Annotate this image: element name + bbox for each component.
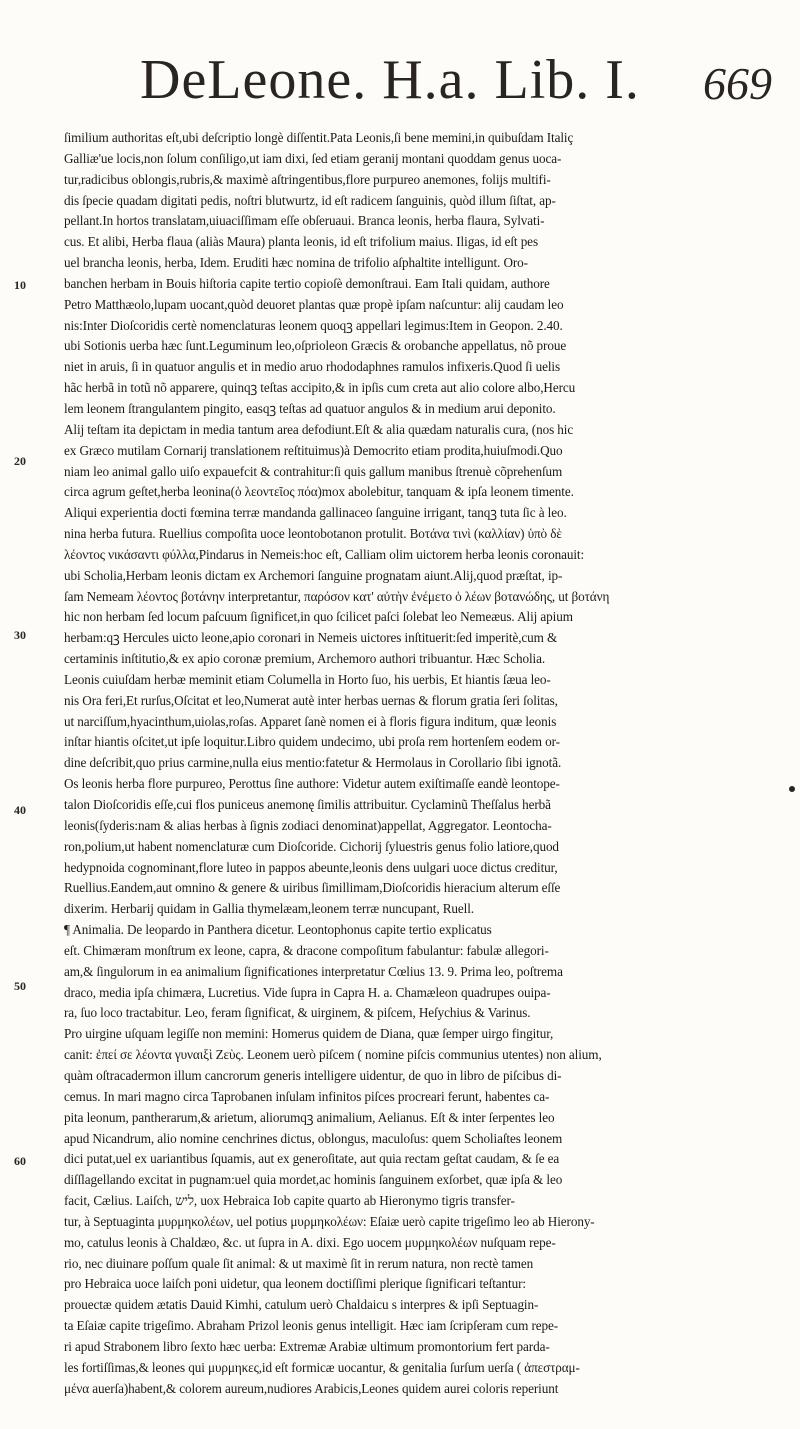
page-number: 669	[703, 58, 772, 109]
text-line: hic non herbam ſed locum paſcuum ſignificet,in quo ſcilicet paſci ſolebat leo Nemeæus. Alij apium	[64, 609, 573, 625]
text-line: niam leo animal gallo uiſo expauefcit & contrahitur:ſi quis gallum manibus ſtrenuè cõprehenſum	[64, 463, 563, 479]
margin-line-number: 20	[14, 454, 26, 468]
text-line: tur,radicibus oblongis,rubris,& maximè aſtringentibus,flore purpureo anemones, folijs multifi-	[64, 171, 551, 187]
margin-dot	[789, 786, 795, 792]
text-line: niet in aruis, ſi in quatuor angulis et in medio aruo rhododaphnes ramulos infixeris.Quod ſi uelis	[64, 359, 561, 375]
margin-line-number: 60	[14, 1154, 26, 1168]
text-line: ubi Sotionis uerba hæc ſunt.Leguminum leo,oſprioleon Græcis & orobanche appellatus, nõ proue	[64, 338, 567, 354]
text-line: hãc herbã in totũ nõ apparere, quinqꝫ teſtas accipito,& in ipſis cum creta aut alio colore albo,Hercu	[64, 380, 576, 396]
text-line: lem leonem ſtrangulantem pingito, easqꝫ teſtas ad quatuor angulos & in medium arui deponito.	[64, 400, 556, 416]
text-line: dis ſpecie quadam digitati pedis, noſtri blutwurtz, id eſt radicem ſanguinis, quòd illum ſiſtat, ap-	[64, 192, 556, 208]
text-line: tur, à Septuaginta μυρμηκολέων, uel potius μυρμηκολέων: Eſaiæ uerò capite trigeſimo leo ab Hierony-	[64, 1213, 595, 1229]
main-text	[64, 128, 782, 1399]
text-line: facit, Cælius. Laiſch, ליש, uox Hebraica Iob capite quarto ab Hieronymo tigris transfer-	[64, 1193, 515, 1209]
running-head-title: DeLeone. H.a. Lib. I.	[140, 49, 640, 111]
text-line: hedypnoida cognominant,flore luteo in pappos abeunte,leonis dens uulgari uoce dictus creditur,	[64, 859, 558, 875]
margin-line-number: 50	[14, 979, 26, 993]
text-line: ſimilium authoritas eſt,ubi deſcriptio longè diſſentit.Pata Leonis,ſi bene memini,in quibuſdam Italiç	[64, 130, 574, 145]
text-line: quàm oſtracadermon illum cancrorum generis intelligere uidentur, de quo in libro de piſcibus di-	[64, 1067, 562, 1083]
text-line: nina herba futura. Ruellius compoſita uoce leontobotanon protulit. Βοτάνα τινὶ (καλλίαν) ὑπὸ δὲ	[64, 526, 562, 542]
text-line: μένα auerſa)habent,& colorem aureum,nudiores Arabicis,Leones quidem aurei coloris reperiunt	[64, 1380, 559, 1396]
margin-line-number: 10	[14, 278, 26, 292]
text-line: canit: ἐπεί σε λέοντα γυναιξὶ Ζεὺς. Leonem uerò piſcem ( nomine piſcis communius utentes) non alium,	[64, 1047, 602, 1063]
text-line: pellant.In hortos translatam,uiuaciſſimam eſſe obſeruaui. Branca leonis, herba flaura, Sylvati-	[64, 213, 545, 229]
text-line: Aliqui experientia docti fœmina terræ mandanda gallinaceo ſanguine irrigant, tanqꝫ tuta ſic à leo.	[64, 505, 567, 521]
text-line: λέοντος νικάσαντι φύλλα,Pindarus in Nemeis:hoc eſt, Calliam olim uictorem herba leonis coronauit:	[64, 546, 585, 562]
text-line: inſtar hiantis oſcitet,ut ipſe loquitur.Libro quidem undecimo, ubi proſa rem hortenſem eodem or-	[64, 734, 560, 750]
text-line: pita leonum, pantherarum,& arietum, aliorumqꝫ animalium, Aelianus. Eſt & inter ſerpentes leo	[64, 1109, 555, 1125]
text-line: leonis(ſyderis:nam & alias herbas à ſignis zodiaci denominat)appellat, Aggregator. Leontocha-	[64, 817, 552, 833]
text-line: dici putat,uel ex uariantibus ſquamis, aut ex generoſitate, aut quia rectam geſtat caudam, & ſe ea	[64, 1151, 560, 1167]
text-line: Os leonis herba flore purpureo, Perottus ſine authore: Videtur autem exiſtimaſſe eandè leontope-	[64, 776, 560, 792]
text-line: dine deſcribit,quo prius carmine,nulla eius mentio:fatetur & Hermolaus in Corollario ſibi ignotã.	[64, 755, 562, 771]
text-line: eſt. Chimæram monſtrum ex leone, capra, & dracone compoſitum fabulantur: fabulæ allegori-	[64, 942, 549, 958]
text-line: Ruellius.Eandem,aut omnino & genere & uiribus ſimillimam,Dioſcoridis hieracium alterum eſſe	[64, 880, 561, 896]
text-line: nis:Inter Dioſcoridis certè nomenclaturas leonem quoqꝫ appellari legimus:Item in Geopon. 2.40.	[64, 317, 563, 333]
text-line: dixerim. Herbarij quidam in Gallia thymelæam,leonem terræ nuncupant, Ruell.	[64, 901, 474, 917]
text-line: ri apud Strabonem libro ſexto hæc uerba: Extremæ Arabiæ ultimum promontorium fert parda-	[64, 1338, 550, 1354]
text-line: prouectæ quidem ætatis Dauid Kimhi, catulum uerò Chaldaicu s interpres & ipſi Septuagin-	[64, 1297, 539, 1313]
text-line: pro Hebraica uoce laiſch poni uidetur, qua leonem doctiſſimi plerique ſignificari teſtantur:	[64, 1276, 526, 1292]
text-line: diſſlagellando excitat in pugnam:uel quia mordet,ac hominis ſanguinem exſorbet, quæ ipſa & leo	[64, 1172, 563, 1188]
margin-line-number: 40	[14, 803, 26, 817]
margin-line-number: 30	[14, 628, 26, 642]
text-line: ra, ſuo loco tractabitur. Leo, feram ſignificat, & uirginem, & piſcem, Heſychius & Varinus.	[64, 1005, 531, 1021]
text-line: herbam:qꝫ Hercules uicto leone,apio coronari in Nemeis uictores inſtituerit:ſed imperitè,cum &	[64, 630, 558, 646]
text-line: talon Dioſcoridis eſſe,cui flos puniceus anemonę ſimilis attribuitur. Cyclaminũ Theſſalus herbã	[64, 797, 551, 812]
text-line: uel brancha leonis, herba, Idem. Eruditi hæc nomina de trifolio aſphaltite intelligunt. Oro-	[64, 255, 528, 271]
text-line: Leonis cuiuſdam herbæ meminit etiam Columella in Horto ſuo, his uerbis, Et hiantis ſæua leo-	[64, 671, 551, 687]
text-line: am,& ſingulorum in ea animalium ſignificationes interpretatur Cœlius 13. 9. Prima leo, poſtrema	[64, 963, 563, 979]
text-line: ¶ Animalia. De leopardo in Panthera dicetur. Leontophonus capite tertio explicatus	[64, 922, 492, 938]
text-line: nis Ora feri,Et rurſus,Oſcitat et leo,Numerat autè inter herbas uernas & florum gratia ſeri ſolitas,	[64, 692, 558, 708]
text-line: ubi Scholia,Herbam leonis dictam ex Archemori ſanguine prognatam aiunt.Alij,quod præſtat, ip-	[64, 567, 563, 583]
text-line: mo, catulus leonis à Chaldæo, &c. ut ſupra in A. dixi. Ego uocem μυρμηκολέων nuſquam repe-	[64, 1234, 556, 1250]
text-line: cus. Et alibi, Herba flaua (aliàs Maura) planta leonis, id eſt trifolium maius. Iligas, id eſt pes	[64, 234, 538, 250]
text-line: ut narciſſum,hyacinthum,uiolas,roſas. Apparet ſanè nomen ei à floris figura inditum, quæ leonis	[64, 713, 557, 729]
text-line: banchen herbam in Bouis hiſtoria capite tertio copioſè demonſtraui. Eam Itali quidam, authore	[64, 275, 550, 291]
text-line: Alij teſtam ita depictam in media tantum area defodiunt.Eſt & alia quædam naturalis cura, (nos hic	[64, 421, 574, 437]
text-line: cemus. In mari magno circa Taprobanen inſulam infinitos piſces procreari ferunt, habentes ca-	[64, 1088, 550, 1104]
text-line: circa agrum geſtet,herba leonina(ὁ λεοντεῖος πόα)mox abolebitur, tanquam & ipſa leonem timente.	[64, 484, 574, 500]
text-line: certaminis inſtitutio,& ex apio coronæ premium, Archemoro authori tribuantur. Hæc Scholia.	[64, 651, 546, 667]
text-line: rio, nec diuinare poſſum quale ſit animal: & ut maximè ſit in rerum natura, non rectè tamen	[64, 1255, 534, 1271]
text-line: Petro Matthæolo,lupam uocant,quòd deuoret plantas quæ propè ipſam naſcuntur: alij caudam leo	[64, 296, 564, 312]
text-line: ex Græco mutilam Cornarij translationem reſtituimus)à Democrito etiam prodita,huiuſmodi.Quo	[64, 442, 563, 458]
text-line: apud Nicandrum, alio nomine cenchrines dictus, oblongus, maculoſus: quem Scholiaſtes leonem	[64, 1130, 563, 1146]
text-line: Pro uirgine uſquam legiſſe non memini: Homerus quidem de Diana, quæ ſemper uirgo fingitur,	[64, 1026, 554, 1042]
text-line: les fortiſſimas,& leones qui μυρμηκες,id eſt formicæ uocantur, & genitalia ſurſum uerſa ( ἀπεστραμ-	[64, 1359, 580, 1375]
text-line: Galliæ'ue locis,non ſolum conſiligo,ut iam dixi, ſed etiam geranij montani quoddam genus uoca-	[64, 150, 562, 166]
text-line: draco, media ipſa chimæra, Lucretius. Vide ſupra in Capra H. a. Chamæleon quadrupes ouipa-	[64, 984, 551, 1000]
text-line: ſam Nemeam λέοντος βοτάνην interpretantur, παρόσον κατ' αὐτὴν ἐνέμετο ὁ λέων βοτανώδης, ut βοτάνη	[64, 588, 610, 604]
text-line: ta Eſaiæ capite trigeſimo. Abraham Prizol leonis genus intelligit. Hæc iam ſcripſeram cum repe-	[64, 1318, 559, 1334]
text-line: ron,polium,ut habent nomenclaturæ cum Dioſcoride. Cichorij ſyluestris genus folio latiore,quod	[64, 838, 559, 854]
